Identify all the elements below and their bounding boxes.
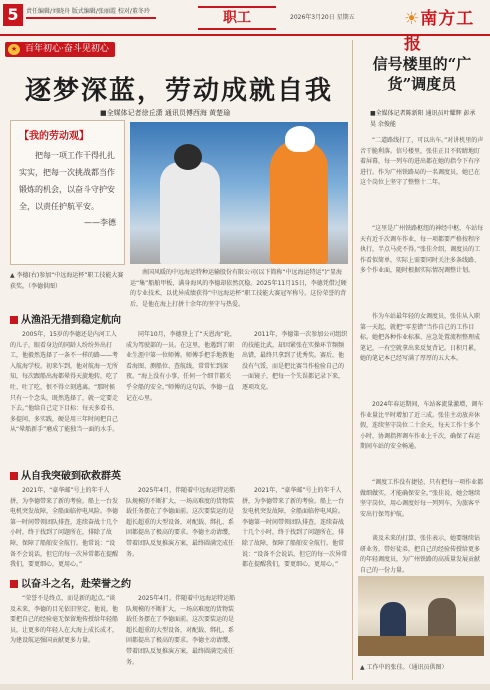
- side-para-b: “这里是广州铁路枢纽的神经中枢，车站每天有近千次调车作业，每一项都要严格按程序执行，半点马虎不得。”张佳介绍，调度员的工作看似简单，实际上需要同时关注多条线路、多个作业面，随时根据实际情况调整计划。: [360, 225, 484, 275]
- main-para-e-cont: 2021年，“豪华邮”号上的年千人拼，为李德带来了新的考验。船上一台发电机突发故障，全船面临停电风险。李德第一时间带领团队排查，连续奋战十几个小时，终于找到了问题所在，排除了故障，保障了船舶安全航行。他常说：“设备不会说话，但它的每一次异常都在提醒我们，要更细心，更用心。”: [242, 487, 348, 569]
- badge-icon: ★: [8, 44, 20, 55]
- page-footer-band: [0, 684, 490, 690]
- main-para-a: 南国风暖的中远海运特种运输股份有限公司(以下简称“中远海运特运”)“显海运“集”船舶甲板，满身海风的李德却依然沉稳。2025年11月15日，李德凭借过硬的专业技术，以优异成绩获得“中远海运杯”职工技能大赛冠军称号。这份荣誉的背后，是他在海上打拼十余年的坚守与热爱。: [130, 269, 347, 308]
- section-title: 职工: [198, 6, 276, 30]
- subhead-2: [10, 470, 210, 484]
- main-para-e: 2021年，“豪华邮”号上的年千人拼，为李德带来了新的考验。船上一台发电机突发故障，全船面临停电风险。李德第一时间带领团队排查，连续奋战十几个小时，终于找到了问题所在，排除了故障，保障了船舶安全航行。他常说：“设备不会说话，但它的每一次异常都在提醒我们，要更细心，更用心。”: [10, 487, 119, 569]
- labor-view-heading: 【我的劳动观】: [19, 131, 89, 142]
- subhead-marker: [10, 316, 18, 324]
- newspaper-logo: [404, 4, 490, 54]
- subhead-1-text: 从渔沿无措到稳定航向: [21, 315, 121, 326]
- main-para-d: 2011年，李德第一次参加公司组织的技能比武，却因紧张在实操环节频频出错，最终只拿到了优秀奖。赛后，他没有气馁，而是把比赛当作检验自己的一面镜子，把每一个失误都记录下来，逐项攻克。: [242, 331, 348, 391]
- photo-helmet: [285, 126, 315, 152]
- subhead-1: [10, 314, 210, 328]
- tagline-text: 百年初心·奋斗见初心: [25, 44, 109, 54]
- main-para-f: 2025年4月，伴随着中远海运特运船队规模的不断扩大，一场高难度的货物装载任务摆在了李德面前。这次要装运的是超长超重的大型设备，对配载、绑扎、系固都提出了极高的要求。李德主动请缨，带着团队反复推演方案，最终圆满完成任务。: [126, 487, 236, 558]
- column-divider: [352, 40, 353, 680]
- editor-credits: 责任编辑/刘晓舟 版式编辑/张丽霞 校对/董冬玲: [26, 8, 150, 15]
- labor-view-box: [10, 120, 125, 265]
- page-number: 5: [3, 4, 23, 26]
- sun-icon: ☀: [404, 9, 421, 29]
- side-photo-caption: ▲ 工作中的张佳。（通讯员供图）: [360, 664, 448, 671]
- photo-desk: [358, 636, 484, 656]
- column-tagline: [5, 42, 115, 57]
- side-headline: 信号楼里的“广货”调度员: [372, 55, 472, 93]
- side-photo: [358, 576, 484, 656]
- main-para-g: “荣誉不是终点，而是新的起点。”谈及未来，李德的目光依旧坚定。他说，他要把自己的经验毫无保留地传授给年轻船员，让更多的年轻人在大海上成长成才，为建设航运强国贡献更多力量。: [10, 595, 119, 645]
- subhead-marker: [10, 472, 18, 480]
- article-headline: 逐梦深蓝，劳动成就自我: [24, 76, 333, 106]
- photo-person-left-head: [174, 144, 202, 170]
- main-para-c: 同年10月，李德登上了“天恩海”轮，成为驾驶部的一员。在这里，他遇到了职业生涯中第一位师傅。师傅手把手地教他看海图、测船位、查航线，常常忙到深夜。“海上没有小事，任何一个细节都关乎全船的安全。”师傅的这句话，李德一直记在心里。: [126, 331, 236, 402]
- side-para-f: 谈及未来的打算，张佳表示，她要继续钻研业务，带好徒弟，把自己的经验传授给更多的年轻调度员，为广州铁路的高质量发展贡献自己的一份力量。: [360, 535, 481, 574]
- photo-person-left: [160, 162, 220, 264]
- subhead-3-text: 以奋斗之名，赴荣誉之约: [21, 579, 131, 590]
- side-para-d: 2024年春运期间，车站客流量激增，调车作业量比平时增加了近三成。张佳主动放弃休假，连续坚守岗位二十余天，每天工作十多个小时，协调指挥调车作业上千次，确保了春运期间车站的安全畅通。: [360, 401, 484, 451]
- header-rule: [26, 17, 156, 19]
- side-byline: ■全媒体记者陈新阳 通讯员叶耀辉 彭承昊 余俊能: [370, 110, 476, 128]
- subhead-marker: [10, 580, 18, 588]
- side-para-e: “调度工作没有捷径，只有把每一项作业都做细做实，才能确保安全。”张佳说，她会继续坚守岗位，用心调度好每一列列车，为旅客平安出行保驾护航。: [360, 479, 484, 518]
- photo-person-right: [270, 140, 328, 264]
- side-para-c: 作为车站最年轻的女调度员，张佳从入职第一天起，就把“零差错”当作自己的工作目标。她把各种作业标准、应急处置流程整理成笔记，一有空就拿出来反复背记。日积月累，她的笔记本已经写满了厚厚的五大本。: [360, 313, 481, 363]
- subhead-2-text: 从自我突破到砍救群英: [21, 471, 121, 482]
- main-para-b: 2005年，15岁的李德还是内河工人的儿子，眼看身边的同龄人纷纷外出打工，他毅然选择了一条不一样的路——考入航海学校。初来乍到，他对航海一无所知，每次跟船出海都晕得天旋地转，吃了吐、吐了吃，恨不得立刻逃离。“那时候只有一个念头，既然选择了，就一定要走下去。”他给自己定下目标：每天多看书、多提问、多实践，硬是用三年时间把自己从“晕船新手”磨成了能独当一面的水手。: [10, 331, 119, 434]
- article-byline: ■全媒体记者徐丘潇 通讯员傅西海 黄楚瑜: [100, 109, 231, 117]
- logo-text: 南方工报: [404, 9, 475, 54]
- main-para-f-cont: 2025年4月，伴随着中远海运特运船队规模的不断扩大，一场高难度的货物装载任务摆在了李德面前。这次要装运的是超长超重的大型设备，对配载、绑扎、系固都提出了极高的要求。李德主动请缨，带着团队反复推演方案，最终圆满完成任务。: [126, 595, 236, 666]
- subhead-3: [10, 578, 210, 592]
- labor-view-signature: ——李德: [84, 218, 116, 227]
- main-photo: [130, 122, 348, 264]
- labor-view-quote: 把每一项工作干得扎扎实实，把每一次挑战都当作锻炼的机会，以奋斗守护安全，以责任护航平安。: [19, 151, 115, 211]
- side-para-a: “二道路线打了，可以出车。”对讲机里的声音干脆利落。信号楼里，张佳正目不转睛地盯着屏幕，每一列车的进出都在她的指令下有序进行。作为广州铁路局的一名调度员，她已在这个岗位上坚守了整整十二年。: [360, 137, 484, 187]
- main-photo-caption: ▲ 李德(右)参加“中远海运杯”职工技能大赛获奖。（李德供图）: [10, 272, 124, 290]
- issue-date: 2026年3月20日 星期五: [290, 14, 355, 21]
